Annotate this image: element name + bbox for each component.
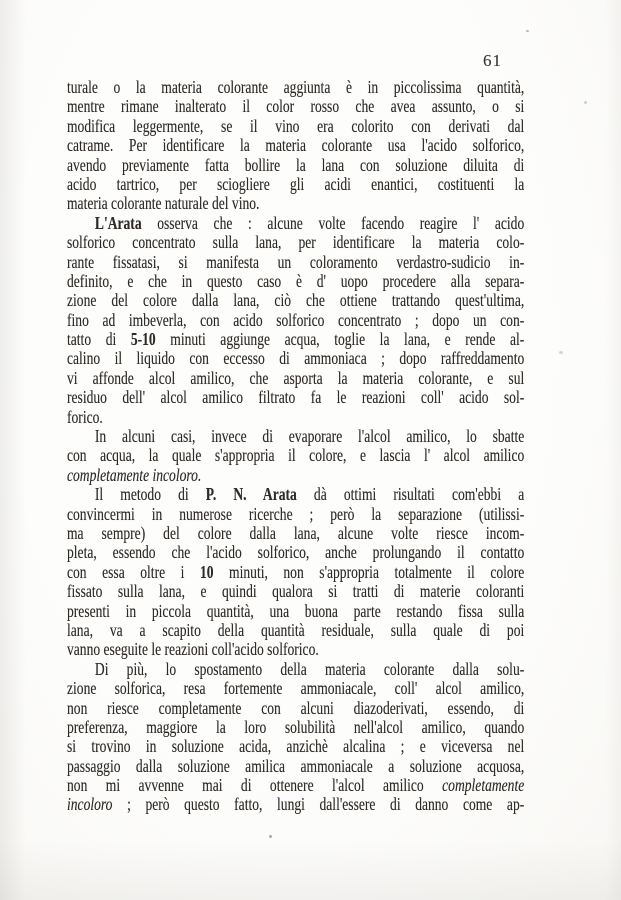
scan-speck xyxy=(526,30,529,32)
text-line: presenti in piccola quantità, una buona parte restando fissa sulla xyxy=(67,601,525,621)
text-line: zione solforica, resa fortemente ammoniacale, coll' alcol amilico, xyxy=(67,679,525,699)
scan-speck xyxy=(269,835,272,838)
text-line: calino il liquido con eccesso di ammoniaca ; dopo raffreddamento xyxy=(67,349,525,369)
page-text xyxy=(67,78,621,815)
text-line: rante fissatasi, si manifesta un coloramento verdastro-sudicio in- xyxy=(67,252,525,272)
text-line: materia colorante naturale del vino. xyxy=(67,194,260,214)
text-line: acido tartrico, per sciogliere gli acidi enantici, costituenti la xyxy=(67,174,525,194)
text-line: non riesce completamente con alcuni diazoderivati, essendo, di xyxy=(67,698,525,718)
text-line: Il metodo di P. N. Arata dà ottimi risultati com'ebbi a xyxy=(94,485,525,505)
text-line: solforico concentrato sulla lana, per identificare la materia colo- xyxy=(67,233,525,253)
text-line: residuo dell' alcol amilico filtrato fa le reazioni coll' acido sol- xyxy=(67,388,525,408)
text-line: completamente incoloro. xyxy=(67,465,202,485)
text-line: pleta, essendo che l'acido solforico, anche prolungando il contatto xyxy=(67,543,525,563)
text-line: preferenza, maggiore la loro solubilità nell'alcol amilico, quando xyxy=(67,717,525,737)
text-line: modifica leggermente, se il vino era colorito con derivati dal xyxy=(67,116,525,136)
text-line: con essa oltre i 10 minuti, non s'appropria totalmente il colore xyxy=(67,562,525,582)
text-line: passaggio dalla soluzione amilica ammoniacale a soluzione acquosa, xyxy=(67,756,525,776)
text-line: vi affonde alcol amilico, che asporta la materia colorante, e sul xyxy=(67,368,525,388)
text-line: incoloro ; però questo fatto, lungi dall'essere di danno come ap- xyxy=(67,795,525,815)
text-line: avendo previamente fatta bollire la lana con soluzione diluita di xyxy=(67,155,525,175)
scan-speck xyxy=(559,351,563,354)
text-line: ma sempre) del colore dalla lana, alcune volte riesce incom- xyxy=(67,523,525,543)
text-line: L'Arata osserva che : alcune volte facendo reagire l' acido xyxy=(94,213,525,233)
text-line: fino ad imbeverla, con acido solforico concentrato ; dopo un con- xyxy=(67,310,525,330)
page-number: 61 xyxy=(483,51,502,70)
text-line: catrame. Per identificare la materia colorante usa l'acido solforico, xyxy=(67,136,525,156)
scan-speck xyxy=(584,101,587,104)
text-line: si trovino in soluzione acida, anzichè alcalina ; e viceversa nel xyxy=(67,737,525,757)
text-line: mentre rimane inalterato il color rosso che avea assunto, o si xyxy=(67,97,525,117)
text-line: convincermi in numerose ricerche ; però la separazione (utilissi- xyxy=(67,504,525,524)
text-line: In alcuni casi, invece di evaporare l'alcol amilico, lo sbatte xyxy=(94,427,525,447)
text-line: fissato sulla lana, e quindi qualora si tratti di materie coloranti xyxy=(67,582,525,602)
text-line: turale o la materia colorante aggiunta è in piccolissima quantità, xyxy=(67,78,525,97)
text-line: tatto di 5-10 minuti aggiunge acqua, toglie la lana, e rende al- xyxy=(67,330,525,350)
text-line: lana, va a scapito della quantità residuale, sulla quale di poi xyxy=(67,620,525,640)
text-line: non mi avvenne mai di ottenere l'alcol amilico completamente xyxy=(67,776,525,796)
text-line: definito, e che in questo caso è d' uopo procedere alla separa- xyxy=(67,271,525,291)
text-line: forico. xyxy=(67,407,103,427)
text-line: Di più, lo spostamento della materia colorante dalla solu- xyxy=(94,659,525,679)
text-line: con acqua, la quale s'appropria il colore, e lascia l' alcol amilico xyxy=(67,446,525,466)
text-line: vanno eseguite le reazioni coll'acido solforico. xyxy=(67,640,319,660)
text-line: zione del colore dalla lana, ciò che ottiene trattando quest'ultima, xyxy=(67,291,525,311)
